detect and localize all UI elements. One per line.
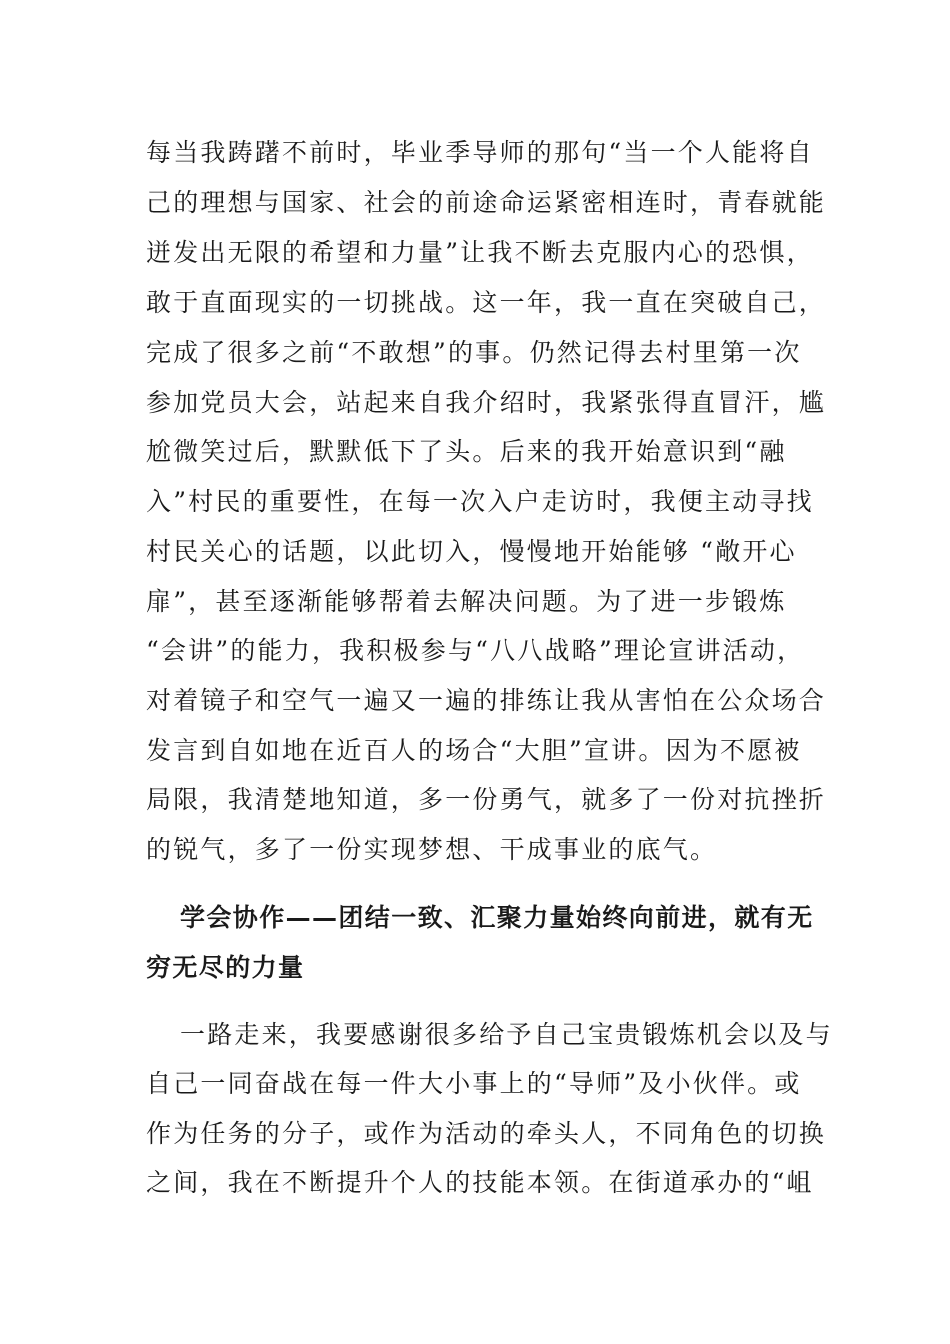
paragraph-line: 一路走来，我要感谢很多给予自己宝贵锻炼机会以及与	[180, 1020, 833, 1049]
heading-line: 穷无尽的力量	[146, 953, 305, 982]
paragraph-line: 参加党员大会，站起来自我介绍时，我紧张得直冒汗，尴	[146, 388, 827, 417]
paragraph-line: 对着镜子和空气一遍又一遍的排练让我从害怕在公众场合	[146, 686, 827, 715]
paragraph-line: 每当我踌躇不前时，毕业季导师的那句“当一个人能将自	[146, 138, 814, 167]
heading-line: 学会协作——团结一致、汇聚力量始终向前进，就有无	[180, 903, 814, 932]
paragraph-line: 尬微笑过后，默默低下了头。后来的我开始意识到“融	[146, 437, 787, 466]
paragraph-line: 敢于直面现实的一切挑战。这一年，我一直在突破自己，	[146, 288, 827, 317]
paragraph-line: 的锐气，多了一份实现梦想、干成事业的底气。	[146, 835, 718, 864]
paragraph-line: 己的理想与国家、社会的前途命运紧密相连时，青春就能	[146, 188, 827, 217]
paragraph-line: 自己一同奋战在每一件大小事上的“导师”及小伙伴。或	[146, 1069, 802, 1098]
paragraph-line: 扉”，甚至逐渐能够帮着去解决问题。为了进一步锻炼	[146, 587, 787, 616]
paragraph-line: 入”村民的重要性，在每一次入户走访时，我便主动寻找	[146, 487, 814, 516]
paragraph-line: “会讲”的能力，我积极参与“八八战略”理论宣讲活动，	[146, 636, 805, 665]
paragraph-line: 之间，我在不断提升个人的技能本领。在街道承办的“岨	[146, 1168, 814, 1197]
paragraph-line: 村民关心的话题，以此切入，慢慢地开始能够 “敞开心	[146, 537, 797, 566]
paragraph-line: 局限，我清楚地知道，多一份勇气，就多了一份对抗挫折	[146, 785, 827, 814]
paragraph-line: 作为任务的分子，或作为活动的牵头人，不同角色的切换	[146, 1119, 827, 1148]
paragraph-line: 发言到自如地在近百人的场合“大胆”宣讲。因为不愿被	[146, 736, 802, 765]
paragraph-line: 迸发出无限的希望和力量”让我不断去克服内心的恐惧，	[146, 238, 814, 267]
paragraph-line: 完成了很多之前“不敢想”的事。仍然记得去村里第一次	[146, 338, 802, 367]
